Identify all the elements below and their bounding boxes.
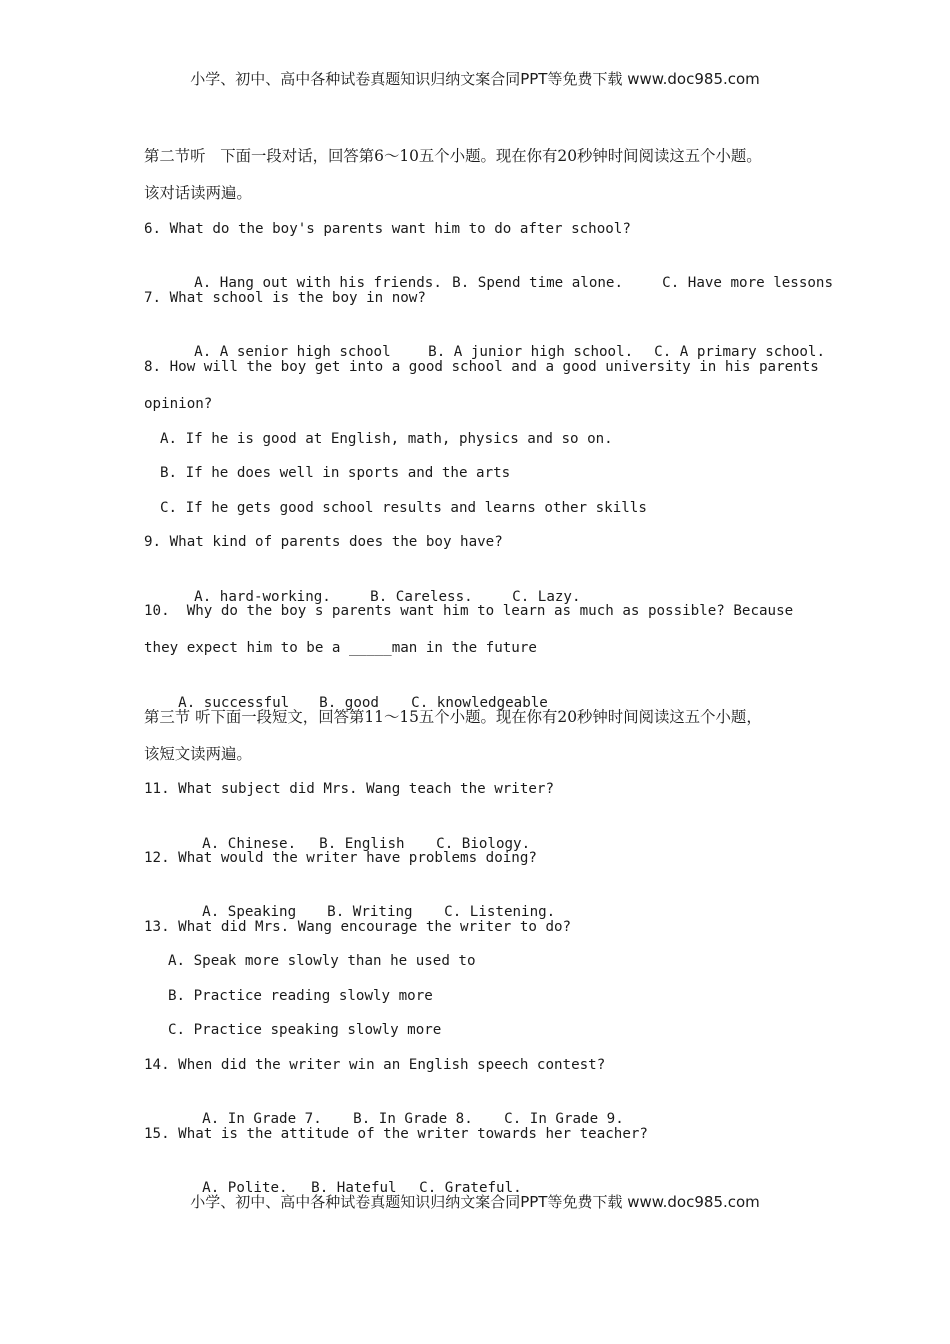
q12-option-b: B. Writing [327,904,413,920]
q8-option-b: B. If he does well in sports and the arts [160,465,511,481]
section3-instruction: 第三节 听下面一段短文，回答第11～15五个小题。现在你有20秒钟时间阅读这五个小题， [144,708,762,726]
q7-option-a: A. A senior high school [194,344,391,360]
q9-option-a: A. hard-working. [194,589,331,605]
question-10-cont: they expect him to be a _____man in the future [144,640,537,656]
question-10: 10. Why do the boy s parents want him to learn as much as possible? Because [144,603,794,619]
question-7: 7. What school is the boy in now? [144,290,426,306]
section2-instruction: 第二节听 下面一段对话，回答第6～10五个小题。现在你有20秒钟时间阅读这五个小题。 [144,147,762,165]
q10-option-a: A. successful [178,695,290,711]
q14-option-a: A. In Grade 7. [202,1111,322,1127]
question-13: 13. What did Mrs. Wang encourage the writer to do? [144,919,572,935]
q7-option-b: B. A junior high school. [428,344,634,360]
q10-option-b: B. good [319,695,379,711]
q11-option-a: A. Chinese. [202,836,297,852]
q6-option-a: A. Hang out with his friends. [194,275,442,291]
q9-option-b: B. Careless. [370,589,473,605]
q12-option-c: C. Listening. [444,904,556,920]
q15-option-a: A. Polite. [202,1180,288,1196]
q11-option-b: B. English [319,836,405,852]
q14-option-b: B. In Grade 8. [353,1111,473,1127]
q8-option-a: A. If he is good at English, math, physics and so on. [160,431,613,447]
page-footer: 小学、初中、高中各种试卷真题知识归纳文案合同PPT等免费下载 www.doc985.com [190,1193,760,1211]
q15-option-b: B. Hateful [311,1180,397,1196]
q13-option-c: C. Practice speaking slowly more [168,1022,442,1038]
section2-instruction-cont: 该对话读两遍。 [144,184,252,202]
q7-option-c: C. A primary school. [654,344,826,360]
page-header: 小学、初中、高中各种试卷真题知识归纳文案合同PPT等免费下载 www.doc985.com [190,70,760,88]
question-9: 9. What kind of parents does the boy have? [144,534,503,550]
q14-option-c: C. In Grade 9. [504,1111,624,1127]
section3-instruction-cont: 该短文读两遍。 [144,745,252,763]
question-12: 12. What would the writer have problems doing? [144,850,537,866]
question-8: 8. How will the boy get into a good school and a good university in his parents [144,359,819,375]
q10-option-c: C. knowledgeable [411,695,548,711]
question-6: 6. What do the boy's parents want him to do after school? [144,221,631,237]
q11-option-c: C. Biology. [436,836,531,852]
q9-option-c: C. Lazy. [512,589,581,605]
q15-option-c: C. Grateful. [419,1180,522,1196]
question-8-cont: opinion? [144,396,213,412]
q6-option-c: C. Have more lessons [662,275,834,291]
question-14: 14. When did the writer win an English speech contest? [144,1057,606,1073]
q13-option-b: B. Practice reading slowly more [168,988,433,1004]
q8-option-c: C. If he gets good school results and learns other skills [160,500,647,516]
q12-option-a: A. Speaking [202,904,297,920]
question-11: 11. What subject did Mrs. Wang teach the writer? [144,781,554,797]
q6-option-b: B. Spend time alone. [452,275,624,291]
q13-option-a: A. Speak more slowly than he used to [168,953,476,969]
question-15: 15. What is the attitude of the writer towards her teacher? [144,1126,648,1142]
